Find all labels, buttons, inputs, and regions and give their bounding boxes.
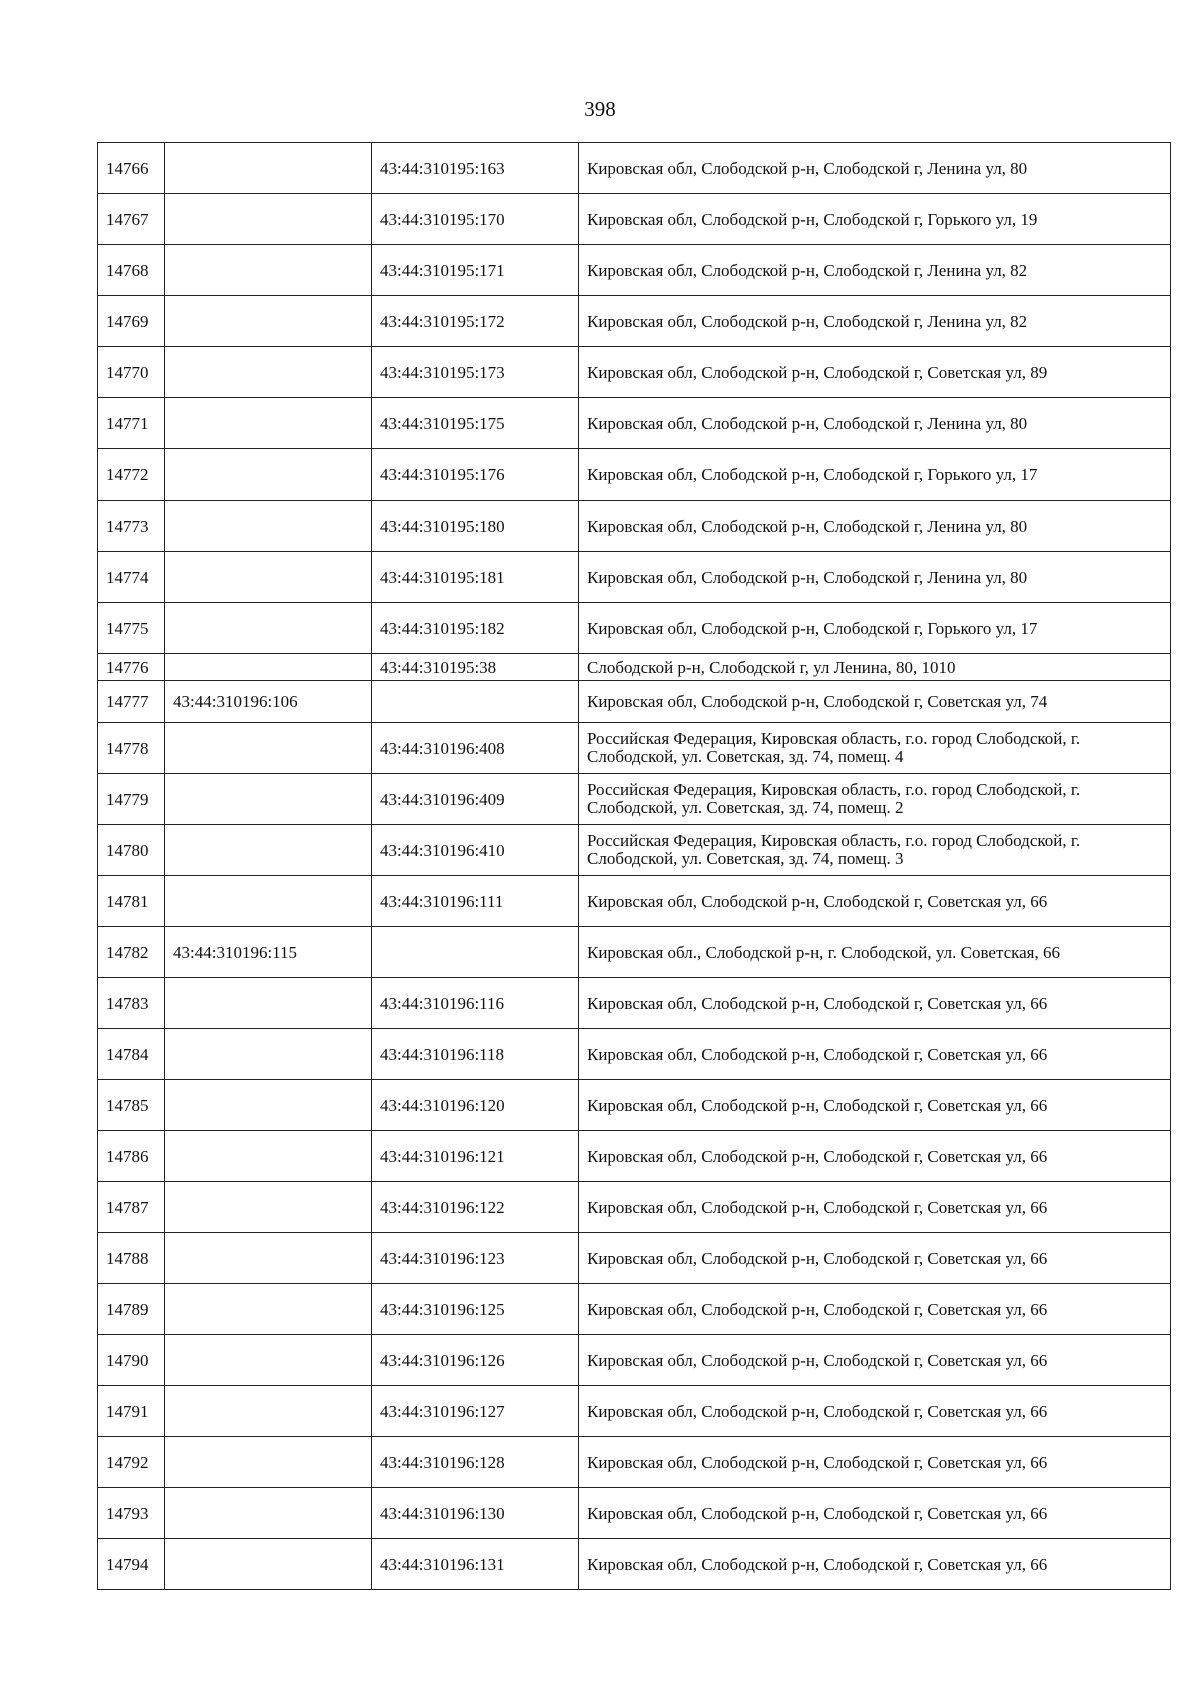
table-row: [98, 774, 1171, 825]
object-number-cell: 43:44:310195:175: [372, 398, 579, 449]
table-row: [98, 143, 1171, 194]
object-number-cell: 43:44:310195:180: [372, 501, 579, 552]
row-number-cell: 14794: [98, 1539, 165, 1590]
object-number-cell: 43:44:310196:408: [372, 723, 579, 774]
table-row: [98, 603, 1171, 654]
object-number-cell: [372, 681, 579, 723]
parcel-number-cell: [165, 654, 372, 681]
address-cell: Кировская обл, Слободской р-н, Слободской г, Советская ул, 66: [579, 1233, 1171, 1284]
address-cell: Кировская обл, Слободской р-н, Слободской г, Горького ул, 17: [579, 449, 1171, 501]
address-cell: Кировская обл, Слободской р-н, Слободской г, Ленина ул, 80: [579, 398, 1171, 449]
parcel-number-cell: [165, 501, 372, 552]
address-cell: Кировская обл, Слободской р-н, Слободской г, Советская ул, 66: [579, 1437, 1171, 1488]
row-number-cell: 14790: [98, 1335, 165, 1386]
address-cell: Кировская обл, Слободской р-н, Слободской г, Советская ул, 74: [579, 681, 1171, 723]
row-number-cell: 14782: [98, 927, 165, 978]
address-cell: Кировская обл, Слободской р-н, Слободской г, Советская ул, 66: [579, 1029, 1171, 1080]
address-cell: Кировская обл, Слободской р-н, Слободской г, Ленина ул, 80: [579, 143, 1171, 194]
page-number: 398: [584, 97, 616, 121]
address-cell: Кировская обл, Слободской р-н, Слободской г, Советская ул, 66: [579, 1284, 1171, 1335]
parcel-number-cell: [165, 1488, 372, 1539]
row-number-cell: 14769: [98, 296, 165, 347]
parcel-number-cell: [165, 143, 372, 194]
address-cell: Кировская обл, Слободской р-н, Слободской г, Советская ул, 66: [579, 1386, 1171, 1437]
table-row: [98, 1182, 1171, 1233]
address-cell: Кировская обл, Слободской р-н, Слободской г, Ленина ул, 80: [579, 552, 1171, 603]
parcel-number-cell: 43:44:310196:115: [165, 927, 372, 978]
registry-rows: [98, 143, 1171, 1590]
object-number-cell: [372, 927, 579, 978]
table-row: [98, 1386, 1171, 1437]
row-number-cell: 14784: [98, 1029, 165, 1080]
table-row: [98, 927, 1171, 978]
table-row: [98, 1080, 1171, 1131]
object-number-cell: 43:44:310196:127: [372, 1386, 579, 1437]
row-number-cell: 14788: [98, 1233, 165, 1284]
parcel-number-cell: [165, 1080, 372, 1131]
address-cell: Кировская обл, Слободской р-н, Слободской г, Горького ул, 19: [579, 194, 1171, 245]
row-number-cell: 14789: [98, 1284, 165, 1335]
table-row: [98, 681, 1171, 723]
parcel-number-cell: [165, 825, 372, 876]
row-number-cell: 14781: [98, 876, 165, 927]
object-number-cell: 43:44:310196:128: [372, 1437, 579, 1488]
table-row: [98, 1284, 1171, 1335]
row-number-cell: 14776: [98, 654, 165, 681]
row-number-cell: 14771: [98, 398, 165, 449]
object-number-cell: 43:44:310196:118: [372, 1029, 579, 1080]
object-number-cell: 43:44:310195:182: [372, 603, 579, 654]
parcel-number-cell: [165, 552, 372, 603]
row-number-cell: 14793: [98, 1488, 165, 1539]
table-row: [98, 347, 1171, 398]
object-number-cell: 43:44:310196:121: [372, 1131, 579, 1182]
row-number-cell: 14774: [98, 552, 165, 603]
row-number-cell: 14783: [98, 978, 165, 1029]
registry-table: [97, 142, 1171, 1590]
table-row: [98, 296, 1171, 347]
row-number-cell: 14772: [98, 449, 165, 501]
object-number-cell: 43:44:310196:409: [372, 774, 579, 825]
object-number-cell: 43:44:310195:181: [372, 552, 579, 603]
row-number-cell: 14792: [98, 1437, 165, 1488]
object-number-cell: 43:44:310196:122: [372, 1182, 579, 1233]
parcel-number-cell: [165, 194, 372, 245]
object-number-cell: 43:44:310195:173: [372, 347, 579, 398]
address-cell: Российская Федерация, Кировская область, г.о. город Слободской, г. Слободской, ул. Советская, зд. 74, помещ. 2: [579, 774, 1171, 825]
table-row: [98, 1437, 1171, 1488]
table-row: [98, 1488, 1171, 1539]
parcel-number-cell: [165, 1029, 372, 1080]
row-number-cell: 14780: [98, 825, 165, 876]
parcel-number-cell: [165, 723, 372, 774]
parcel-number-cell: [165, 1386, 372, 1437]
row-number-cell: 14767: [98, 194, 165, 245]
parcel-number-cell: [165, 245, 372, 296]
table-row: [98, 1539, 1171, 1590]
row-number-cell: 14768: [98, 245, 165, 296]
table-row: [98, 1233, 1171, 1284]
table-row: [98, 654, 1171, 681]
table-row: [98, 245, 1171, 296]
row-number-cell: 14770: [98, 347, 165, 398]
address-cell: Кировская обл, Слободской р-н, Слободской г, Горького ул, 17: [579, 603, 1171, 654]
address-cell: Кировская обл, Слободской р-н, Слободской г, Советская ул, 66: [579, 1182, 1171, 1233]
table-row: [98, 978, 1171, 1029]
table-row: [98, 825, 1171, 876]
address-cell: Кировская обл, Слободской р-н, Слободской г, Советская ул, 66: [579, 876, 1171, 927]
parcel-number-cell: [165, 978, 372, 1029]
address-cell: Кировская обл, Слободской р-н, Слободской г, Ленина ул, 82: [579, 296, 1171, 347]
address-cell: Кировская обл, Слободской р-н, Слободской г, Советская ул, 66: [579, 1080, 1171, 1131]
object-number-cell: 43:44:310195:38: [372, 654, 579, 681]
parcel-number-cell: 43:44:310196:106: [165, 681, 372, 723]
table-row: [98, 449, 1171, 501]
object-number-cell: 43:44:310196:410: [372, 825, 579, 876]
row-number-cell: 14787: [98, 1182, 165, 1233]
table-row: [98, 1029, 1171, 1080]
object-number-cell: 43:44:310196:123: [372, 1233, 579, 1284]
table-row: [98, 1335, 1171, 1386]
table-row: [98, 398, 1171, 449]
parcel-number-cell: [165, 603, 372, 654]
parcel-number-cell: [165, 1284, 372, 1335]
object-number-cell: 43:44:310196:130: [372, 1488, 579, 1539]
table-row: [98, 501, 1171, 552]
object-number-cell: 43:44:310196:131: [372, 1539, 579, 1590]
object-number-cell: 43:44:310195:171: [372, 245, 579, 296]
row-number-cell: 14775: [98, 603, 165, 654]
address-cell: Слободской р-н, Слободской г, ул Ленина, 80, 1010: [579, 654, 1171, 681]
parcel-number-cell: [165, 449, 372, 501]
parcel-number-cell: [165, 398, 372, 449]
object-number-cell: 43:44:310196:125: [372, 1284, 579, 1335]
parcel-number-cell: [165, 1539, 372, 1590]
address-cell: Кировская обл, Слободской р-н, Слободской г, Советская ул, 66: [579, 1131, 1171, 1182]
parcel-number-cell: [165, 1233, 372, 1284]
parcel-number-cell: [165, 1335, 372, 1386]
parcel-number-cell: [165, 347, 372, 398]
address-cell: Кировская обл, Слободской р-н, Слободской г, Советская ул, 89: [579, 347, 1171, 398]
object-number-cell: 43:44:310195:176: [372, 449, 579, 501]
address-cell: Кировская обл, Слободской р-н, Слободской г, Ленина ул, 80: [579, 501, 1171, 552]
table-row: [98, 1131, 1171, 1182]
row-number-cell: 14766: [98, 143, 165, 194]
row-number-cell: 14791: [98, 1386, 165, 1437]
table-row: [98, 552, 1171, 603]
object-number-cell: 43:44:310195:163: [372, 143, 579, 194]
address-cell: Кировская обл, Слободской р-н, Слободской г, Советская ул, 66: [579, 1539, 1171, 1590]
object-number-cell: 43:44:310195:170: [372, 194, 579, 245]
table-row: [98, 194, 1171, 245]
address-cell: Кировская обл, Слободской р-н, Слободской г, Советская ул, 66: [579, 1488, 1171, 1539]
address-cell: Кировская обл, Слободской р-н, Слободской г, Ленина ул, 82: [579, 245, 1171, 296]
parcel-number-cell: [165, 296, 372, 347]
object-number-cell: 43:44:310196:111: [372, 876, 579, 927]
row-number-cell: 14778: [98, 723, 165, 774]
parcel-number-cell: [165, 1182, 372, 1233]
row-number-cell: 14773: [98, 501, 165, 552]
object-number-cell: 43:44:310196:116: [372, 978, 579, 1029]
address-cell: Российская Федерация, Кировская область, г.о. город Слободской, г. Слободской, ул. Советская, зд. 74, помещ. 4: [579, 723, 1171, 774]
row-number-cell: 14779: [98, 774, 165, 825]
row-number-cell: 14786: [98, 1131, 165, 1182]
row-number-cell: 14777: [98, 681, 165, 723]
object-number-cell: 43:44:310196:126: [372, 1335, 579, 1386]
address-cell: Кировская обл, Слободской р-н, Слободской г, Советская ул, 66: [579, 978, 1171, 1029]
table-row: [98, 876, 1171, 927]
object-number-cell: 43:44:310195:172: [372, 296, 579, 347]
object-number-cell: 43:44:310196:120: [372, 1080, 579, 1131]
parcel-number-cell: [165, 1437, 372, 1488]
parcel-number-cell: [165, 1131, 372, 1182]
parcel-number-cell: [165, 876, 372, 927]
address-cell: Российская Федерация, Кировская область, г.о. город Слободской, г. Слободской, ул. Советская, зд. 74, помещ. 3: [579, 825, 1171, 876]
address-cell: Кировская обл, Слободской р-н, Слободской г, Советская ул, 66: [579, 1335, 1171, 1386]
row-number-cell: 14785: [98, 1080, 165, 1131]
address-cell: Кировская обл., Слободской р-н, г. Слободской, ул. Советская, 66: [579, 927, 1171, 978]
table-row: [98, 723, 1171, 774]
parcel-number-cell: [165, 774, 372, 825]
